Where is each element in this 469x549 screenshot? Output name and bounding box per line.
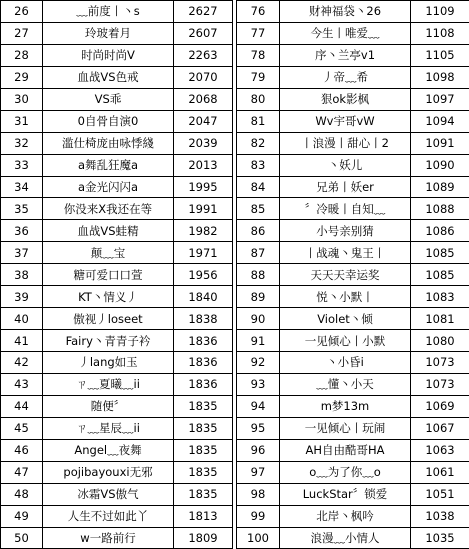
score-cell: 2627 <box>174 1 233 23</box>
rank-cell: 84 <box>237 176 280 198</box>
score-cell: 1835 <box>174 461 233 483</box>
score-cell: 1995 <box>174 176 233 198</box>
rank-cell: 99 <box>237 505 280 527</box>
score-cell: 1035 <box>411 527 469 549</box>
name-cell: AH自由酷哥HA <box>280 439 411 461</box>
rank-cell: 27 <box>1 22 43 44</box>
name-cell: a舞乱狂魔a <box>43 154 174 176</box>
rank-cell: 36 <box>1 220 43 242</box>
table-row <box>1 505 233 527</box>
table-row <box>237 395 469 417</box>
table-row <box>1 330 233 352</box>
name-cell: 一见倾心丨小默 <box>280 330 411 352</box>
name-cell: 玲玻着月 <box>43 22 174 44</box>
rank-cell: 85 <box>237 198 280 220</box>
rank-cell: 37 <box>1 242 43 264</box>
score-cell: 1956 <box>174 264 233 286</box>
name-cell: 颠﹏宝 <box>43 242 174 264</box>
score-cell: 1073 <box>411 352 469 374</box>
table-row <box>237 88 469 110</box>
table-row <box>1 264 233 286</box>
score-cell: 2047 <box>174 110 233 132</box>
score-cell: 1090 <box>411 154 469 176</box>
score-cell: 1051 <box>411 483 469 505</box>
score-cell: 1840 <box>174 286 233 308</box>
table-row <box>1 439 233 461</box>
table-row <box>1 220 233 242</box>
table-row <box>1 242 233 264</box>
rank-cell: 50 <box>1 527 43 549</box>
score-cell: 1809 <box>174 527 233 549</box>
rank-cell: 45 <box>1 417 43 439</box>
table-row <box>1 154 233 176</box>
table-row <box>1 461 233 483</box>
name-cell: 〞冷暖丨自知﹏ <box>280 198 411 220</box>
table-row <box>1 1 233 23</box>
score-cell: 1108 <box>411 22 469 44</box>
score-cell: 2039 <box>174 132 233 154</box>
score-cell: 1094 <box>411 110 469 132</box>
score-cell: 1069 <box>411 395 469 417</box>
table-row <box>1 417 233 439</box>
rank-cell: 29 <box>1 66 43 88</box>
score-cell: 1835 <box>174 439 233 461</box>
name-cell: VS乖 <box>43 88 174 110</box>
name-cell: ㄗ﹏夏曦﹏ii <box>43 373 174 395</box>
table-row <box>1 198 233 220</box>
rank-cell: 97 <box>237 461 280 483</box>
score-cell: 1083 <box>411 286 469 308</box>
rank-cell: 100 <box>237 527 280 549</box>
name-cell: 丨浪漫丨甜心丨2 <box>280 132 411 154</box>
rank-cell: 90 <box>237 308 280 330</box>
name-cell: 血战VS蛙精 <box>43 220 174 242</box>
rank-cell: 42 <box>1 352 43 374</box>
table-row <box>1 22 233 44</box>
score-cell: 1098 <box>411 66 469 88</box>
name-cell: 丶妖儿 <box>280 154 411 176</box>
rank-cell: 38 <box>1 264 43 286</box>
name-cell: ﹏前度丨丶s <box>43 1 174 23</box>
rank-cell: 86 <box>237 220 280 242</box>
table-row <box>1 44 233 66</box>
score-cell: 1835 <box>174 395 233 417</box>
name-cell: 傲视丿loseet <box>43 308 174 330</box>
table-body-right <box>237 1 469 549</box>
name-cell: 丿帝﹏希 <box>280 66 411 88</box>
rank-cell: 41 <box>1 330 43 352</box>
rank-cell: 83 <box>237 154 280 176</box>
rank-cell: 77 <box>237 22 280 44</box>
score-cell: 1109 <box>411 1 469 23</box>
score-cell: 1838 <box>174 308 233 330</box>
name-cell: 天天天幸运奖 <box>280 264 411 286</box>
name-cell: 冰霜VS傲气 <box>43 483 174 505</box>
table-row <box>237 286 469 308</box>
name-cell: a金光闪闪a <box>43 176 174 198</box>
name-cell: ㄗ﹏星辰﹏ii <box>43 417 174 439</box>
ranking-table-left <box>0 0 232 527</box>
score-cell: 1836 <box>174 330 233 352</box>
table-row <box>237 461 469 483</box>
rank-cell: 32 <box>1 132 43 154</box>
table-row <box>237 44 469 66</box>
score-cell: 1097 <box>411 88 469 110</box>
name-cell: 小号亲别猜 <box>280 220 411 242</box>
name-cell: 丶小昏i <box>280 352 411 374</box>
rank-cell: 96 <box>237 439 280 461</box>
name-cell: o﹏为了你﹏o <box>280 461 411 483</box>
rank-cell: 88 <box>237 264 280 286</box>
name-cell: 序丶兰亭v1 <box>280 44 411 66</box>
name-cell: 随便〞 <box>43 395 174 417</box>
score-cell: 2013 <box>174 154 233 176</box>
table-row <box>1 373 233 395</box>
rank-cell: 47 <box>1 461 43 483</box>
rank-cell: 35 <box>1 198 43 220</box>
score-cell: 1105 <box>411 44 469 66</box>
rank-cell: 31 <box>1 110 43 132</box>
ranking-table <box>0 0 233 549</box>
score-cell: 1073 <box>411 373 469 395</box>
name-cell: Violet丶倾 <box>280 308 411 330</box>
rank-cell: 78 <box>237 44 280 66</box>
table-row <box>237 308 469 330</box>
rank-cell: 44 <box>1 395 43 417</box>
score-cell: 1061 <box>411 461 469 483</box>
rank-cell: 76 <box>237 1 280 23</box>
rank-cell: 98 <box>237 483 280 505</box>
rank-cell: 28 <box>1 44 43 66</box>
score-cell: 1067 <box>411 417 469 439</box>
rank-cell: 89 <box>237 286 280 308</box>
rank-cell: 79 <box>237 66 280 88</box>
score-cell: 1971 <box>174 242 233 264</box>
name-cell: 狠ok影枫 <box>280 88 411 110</box>
rank-cell: 93 <box>237 373 280 395</box>
score-cell: 1835 <box>174 417 233 439</box>
score-cell: 2070 <box>174 66 233 88</box>
name-cell: Angel﹏夜舞 <box>43 439 174 461</box>
rank-cell: 34 <box>1 176 43 198</box>
table-row <box>1 527 233 549</box>
name-cell: 滥仕椅庞由咏悸綫 <box>43 132 174 154</box>
rank-cell: 92 <box>237 352 280 374</box>
name-cell: 悦丶小默丨 <box>280 286 411 308</box>
rank-cell: 46 <box>1 439 43 461</box>
score-cell: 1836 <box>174 352 233 374</box>
ranking-table <box>236 0 469 549</box>
name-cell: 兄弟丨妖er <box>280 176 411 198</box>
score-cell: 2068 <box>174 88 233 110</box>
score-cell: 1813 <box>174 505 233 527</box>
rank-cell: 87 <box>237 242 280 264</box>
rank-cell: 95 <box>237 417 280 439</box>
table-row <box>237 417 469 439</box>
name-cell: 一见倾心丨玩闹 <box>280 417 411 439</box>
table-row <box>1 176 233 198</box>
table-row <box>237 505 469 527</box>
table-row <box>1 88 233 110</box>
name-cell: 北岸丶枫吟 <box>280 505 411 527</box>
rank-cell: 80 <box>237 88 280 110</box>
name-cell: KT丶情义丿 <box>43 286 174 308</box>
table-row <box>237 439 469 461</box>
table-row <box>1 483 233 505</box>
score-cell: 1088 <box>411 198 469 220</box>
table-row <box>1 66 233 88</box>
score-cell: 1085 <box>411 264 469 286</box>
name-cell: 浪漫﹏小情人 <box>280 527 411 549</box>
ranking-table-right <box>236 0 469 527</box>
table-row <box>237 110 469 132</box>
name-cell: 血战VS色戒 <box>43 66 174 88</box>
rank-cell: 81 <box>237 110 280 132</box>
table-row <box>237 352 469 374</box>
name-cell: w一路前行 <box>43 527 174 549</box>
table-row <box>237 220 469 242</box>
name-cell: 0自骨自演0 <box>43 110 174 132</box>
table-row <box>1 308 233 330</box>
score-cell: 1982 <box>174 220 233 242</box>
rank-cell: 33 <box>1 154 43 176</box>
name-cell: 你没来X我还在等 <box>43 198 174 220</box>
table-row <box>237 373 469 395</box>
rank-cell: 30 <box>1 88 43 110</box>
name-cell: 糖可爱口口萱 <box>43 264 174 286</box>
table-row <box>237 242 469 264</box>
table-row <box>237 198 469 220</box>
score-cell: 2607 <box>174 22 233 44</box>
name-cell: ﹏懂丶小天 <box>280 373 411 395</box>
name-cell: m梦13m <box>280 395 411 417</box>
name-cell: 财神福袋丶26 <box>280 1 411 23</box>
name-cell: 丿lang如玉 <box>43 352 174 374</box>
score-cell: 1080 <box>411 330 469 352</box>
name-cell: 丨战魂丶鬼王丨 <box>280 242 411 264</box>
rank-cell: 39 <box>1 286 43 308</box>
table-row <box>237 154 469 176</box>
score-cell: 1086 <box>411 220 469 242</box>
score-cell: 1085 <box>411 242 469 264</box>
table-row <box>1 286 233 308</box>
table-row <box>1 110 233 132</box>
rank-cell: 82 <box>237 132 280 154</box>
name-cell: 时尚时尚V <box>43 44 174 66</box>
score-cell: 1991 <box>174 198 233 220</box>
score-cell: 1836 <box>174 373 233 395</box>
table-row <box>237 330 469 352</box>
rank-cell: 91 <box>237 330 280 352</box>
name-cell: 今生丨唯爱﹏ <box>280 22 411 44</box>
rank-cell: 43 <box>1 373 43 395</box>
table-row <box>237 66 469 88</box>
table-row <box>237 527 469 549</box>
name-cell: Wv宇哥vW <box>280 110 411 132</box>
table-row <box>237 132 469 154</box>
table-row <box>237 264 469 286</box>
table-row <box>237 1 469 23</box>
score-cell: 1081 <box>411 308 469 330</box>
rank-cell: 26 <box>1 1 43 23</box>
score-cell: 1835 <box>174 483 233 505</box>
table-row <box>1 132 233 154</box>
score-cell: 1063 <box>411 439 469 461</box>
rank-cell: 94 <box>237 395 280 417</box>
name-cell: LuckStar〞锁爱 <box>280 483 411 505</box>
score-cell: 1089 <box>411 176 469 198</box>
name-cell: pojibayouxi无邪 <box>43 461 174 483</box>
score-cell: 1091 <box>411 132 469 154</box>
score-cell: 2263 <box>174 44 233 66</box>
table-row <box>237 176 469 198</box>
table-row <box>237 22 469 44</box>
rank-cell: 40 <box>1 308 43 330</box>
table-row <box>1 395 233 417</box>
table-body-left <box>1 1 233 549</box>
rank-cell: 49 <box>1 505 43 527</box>
name-cell: Fairy丶青青子衿 <box>43 330 174 352</box>
name-cell: 人生不过如此丫 <box>43 505 174 527</box>
score-cell: 1038 <box>411 505 469 527</box>
table-row <box>1 352 233 374</box>
rank-cell: 48 <box>1 483 43 505</box>
table-row <box>237 483 469 505</box>
